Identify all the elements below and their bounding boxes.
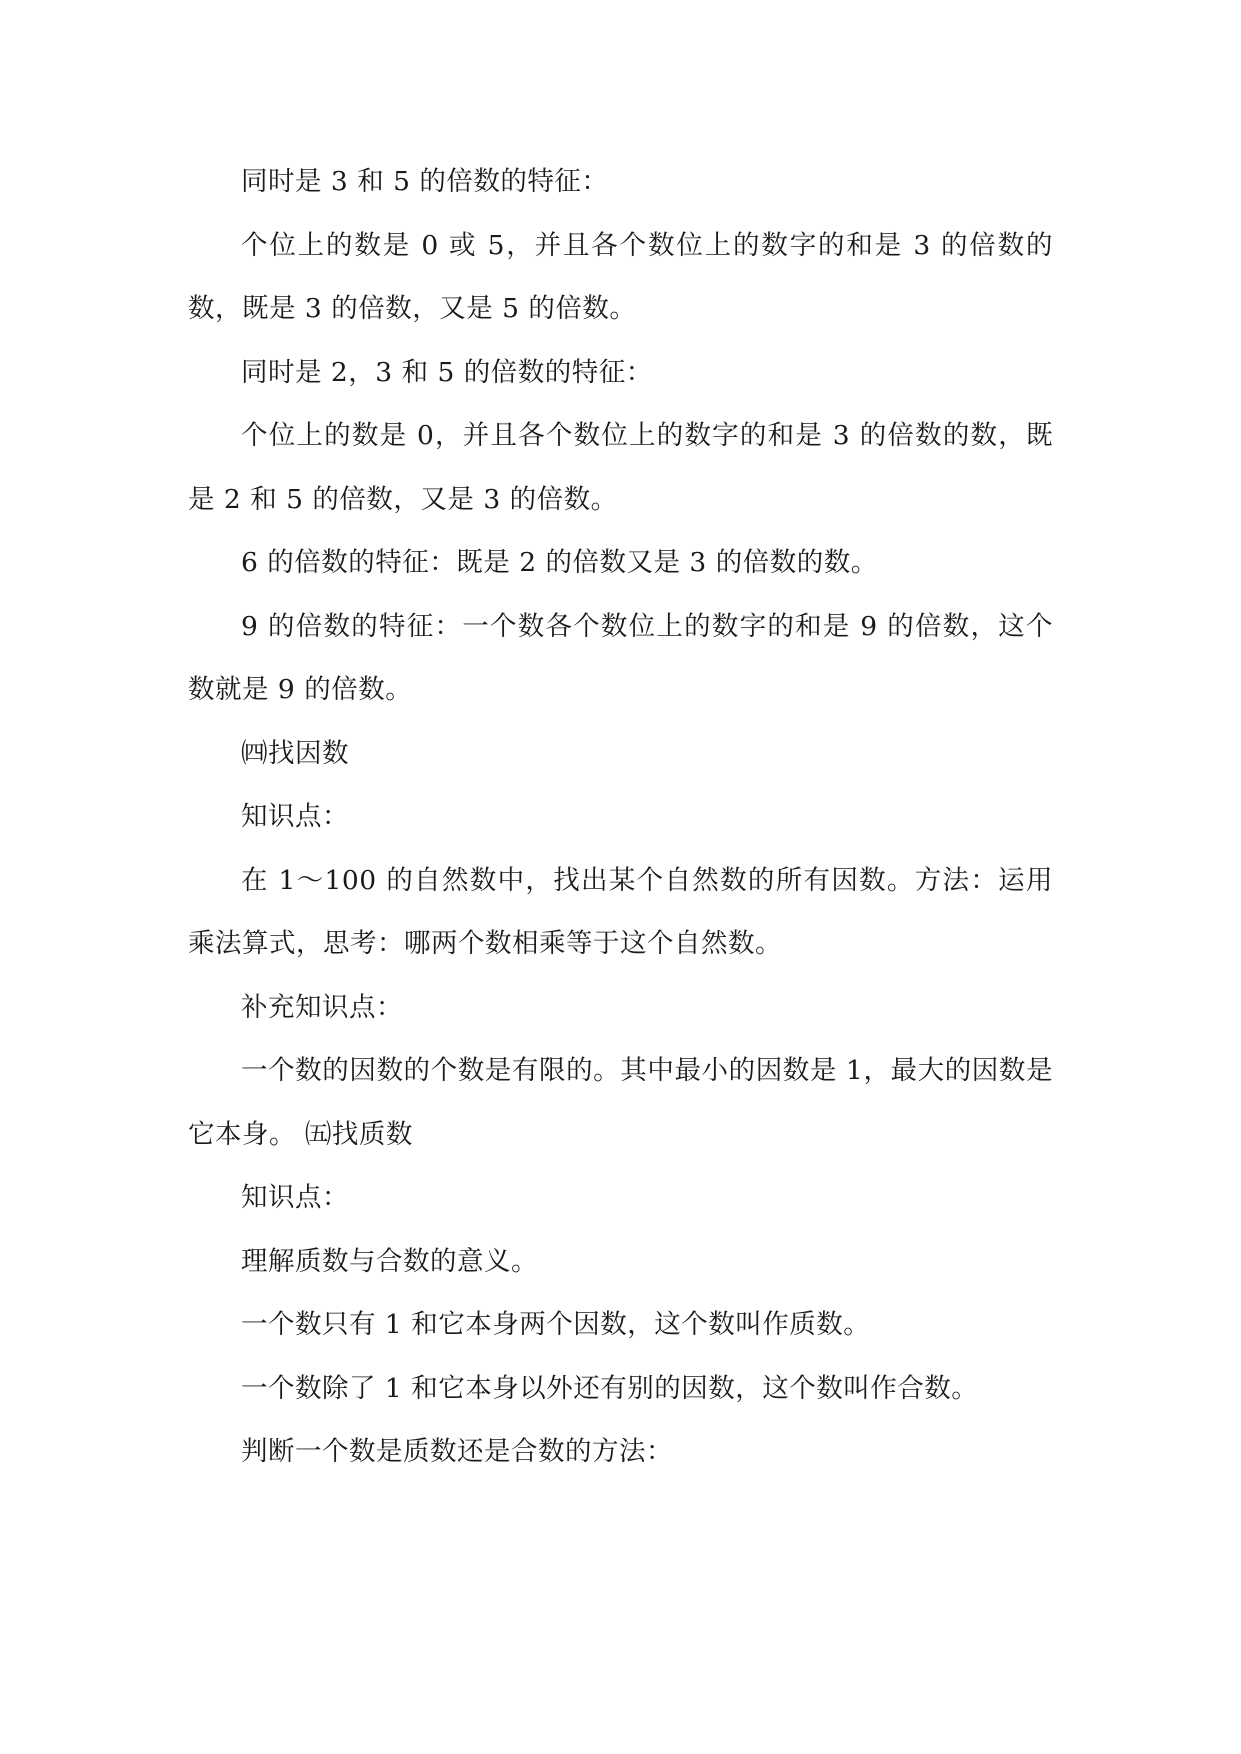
paragraph-supplement-label: 补充知识点： [241,991,403,1023]
paragraph-multiple-6-rule: 6 的倍数的特征：既是 2 的倍数又是 3 的倍数的数。 [241,547,878,578]
paragraph-multiple-2-3-5-rule: 个位上的数是 0，并且各个数位上的数字的和是 3 的倍数的数，既是 2 和 5 的倍数，又是 3 的倍数。 [188,420,1053,515]
document-body [188,150,1053,1484]
paragraph-prime-definition: 一个数只有 1 和它本身两个因数，这个数叫作质数。 [241,1309,871,1340]
section-heading-find-factors: ㈣找因数 [241,737,349,769]
paragraph-multiple-3-5-rule: 个位上的数是 0 或 5，并且各个数位上的数字的和是 3 的倍数的数，既是 3 的倍数，又是 5 的倍数。 [188,229,1053,324]
paragraph-find-factors-method: 在 1～100 的自然数中，找出某个自然数的所有因数。方法：运用乘法算式，思考：哪两个数相乘等于这个自然数。 [188,864,1053,959]
paragraph-multiple-9-rule: 9 的倍数的特征：一个数各个数位上的数字的和是 9 的倍数，这个数就是 9 的倍数。 [188,610,1053,705]
paragraph-prime-test-method: 判断一个数是质数还是合数的方法： [241,1436,673,1467]
paragraph-prime-composite-meaning: 理解质数与合数的意义。 [241,1245,538,1277]
paragraph-multiple-2-3-5-heading: 同时是 2，3 和 5 的倍数的特征： [241,356,653,388]
paragraph-composite-definition: 一个数除了 1 和它本身以外还有别的因数，这个数叫作合数。 [241,1372,979,1404]
paragraph-knowledge-label: 知识点： [241,801,349,832]
paragraph-multiple-3-5-heading: 同时是 3 和 5 的倍数的特征： [241,166,609,197]
paragraph-knowledge-label-2: 知识点： [241,1182,349,1213]
paragraph-factor-count-rule: 一个数的因数的个数是有限的。其中最小的因数是 1，最大的因数是它本身。 ㈤找质数 [188,1055,1053,1150]
